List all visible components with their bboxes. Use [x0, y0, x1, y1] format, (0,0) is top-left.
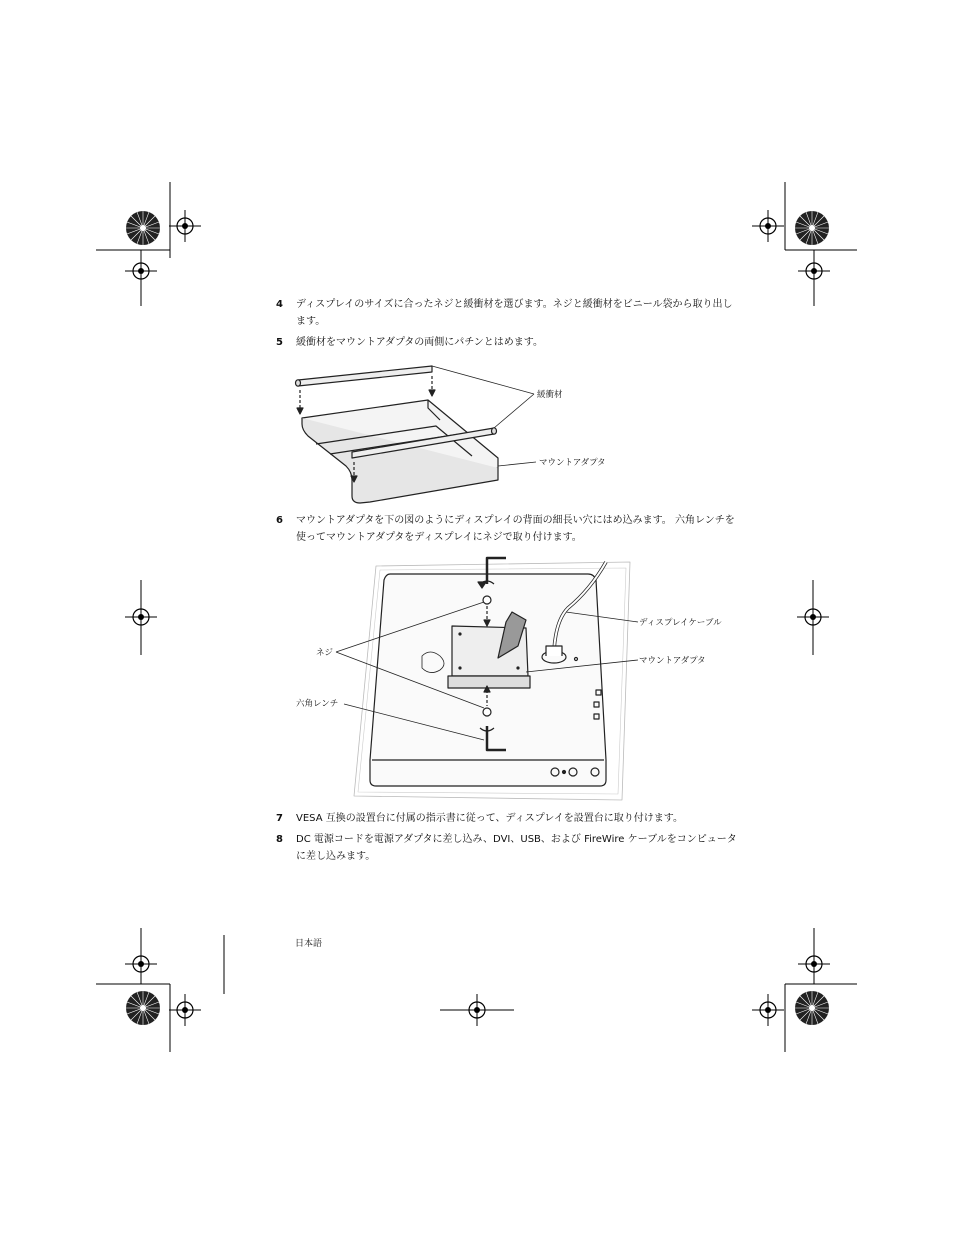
registration-star-top-left: [126, 211, 160, 245]
footer-language: 日本語: [295, 939, 323, 949]
step-number: 7: [276, 813, 283, 824]
registration-mark-top-right-1: [752, 210, 784, 242]
label-display-cable: ディスプレイケーブル: [639, 618, 722, 628]
step-text: ディスプレイのサイズに合ったネジと緩衝材を選びます。ネジと緩衝材をビニール袋から取り出します。: [296, 299, 733, 327]
registration-mark-bottom-right-2: [752, 994, 784, 1026]
label-hex-wrench: 六角レンチ: [296, 699, 339, 709]
step-number: 8: [276, 834, 283, 845]
registration-star-top-right: [795, 211, 829, 245]
registration-mark-bottom-left-2: [169, 994, 201, 1026]
registration-star-bottom-right: [795, 991, 829, 1025]
registration-mark-top-left-1: [169, 210, 201, 242]
registration-star-bottom-left: [126, 991, 160, 1025]
step-number: 5: [276, 337, 283, 348]
step-text: マウントアダプタを下の図のようにディスプレイの背面の細長い穴にはめ込みます。 六角レンチを使ってマウントアダプタをディスプレイにネジで取り付けます。: [296, 515, 735, 543]
step-number: 6: [276, 515, 283, 526]
step-number: 4: [276, 299, 283, 310]
label-mount-adapter: マウントアダプタ: [539, 458, 606, 468]
step-text: 緩衝材をマウントアダプタの両側にパチンとはめます。: [296, 337, 543, 348]
label-screw: ネジ: [316, 648, 334, 658]
label-mount-adapter: マウントアダプタ: [639, 656, 706, 666]
label-cushion: 緩衝材: [537, 390, 563, 400]
step-text: DC 電源コードを電源アダプタに差し込み、DVI、USB、および FireWire ケーブルをコンピュータに差し込みます。: [296, 834, 737, 862]
step-text: VESA 互換の設置台に付属の指示書に従って、ディスプレイを設置台に取り付けます。: [296, 813, 684, 824]
